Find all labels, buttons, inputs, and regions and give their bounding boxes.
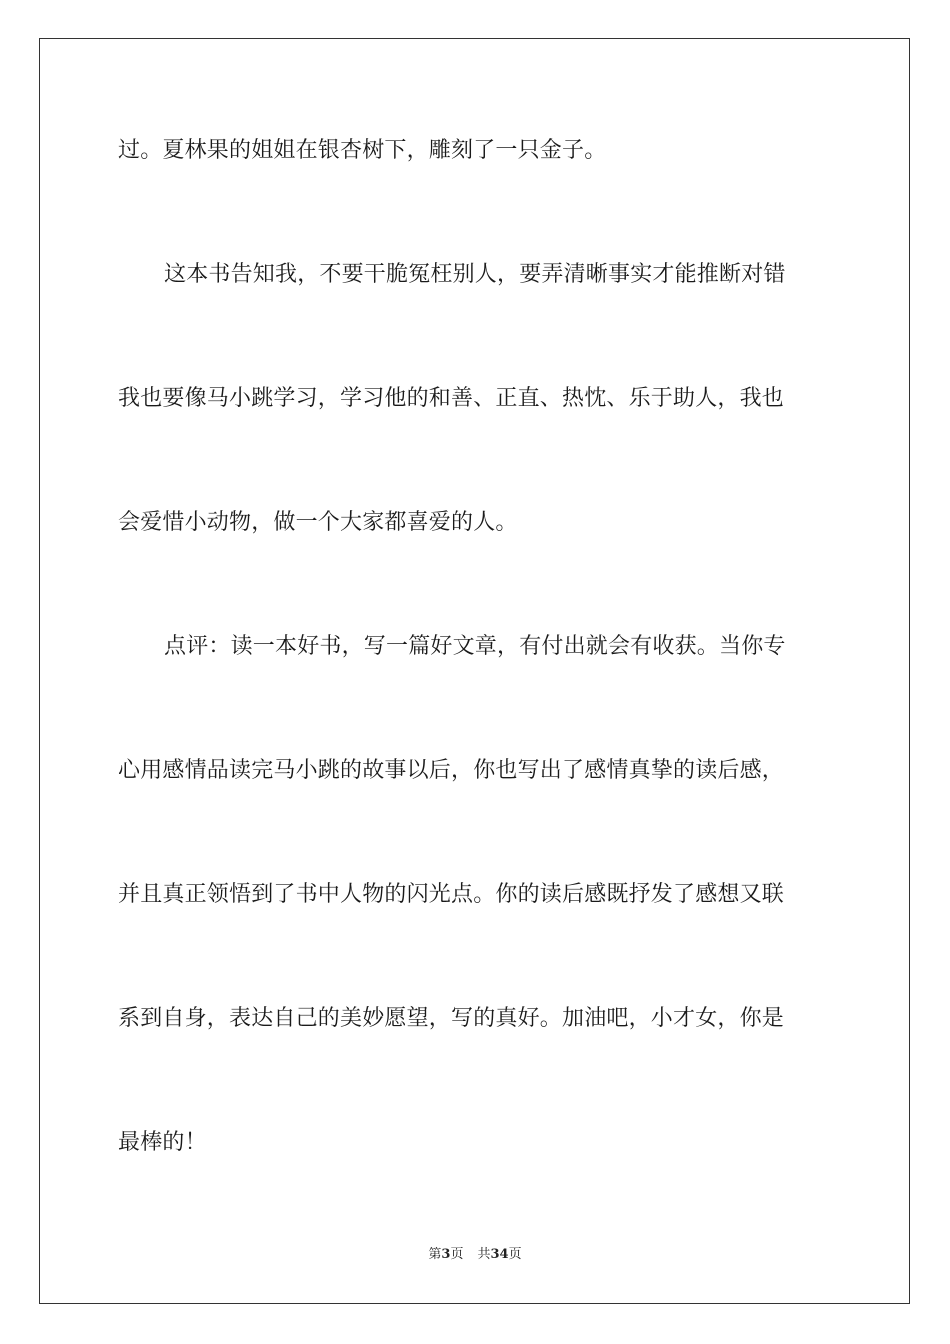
text-line-6: 心用感情品读完马小跳的故事以后，你也写出了感情真挚的读后感， (118, 758, 785, 783)
text-line-3: 我也要像马小跳学习，学习他的和善、正直、热忱、乐于助人，我也 (118, 386, 785, 411)
text-line-7: 并且真正领悟到了书中人物的闪光点。你的读后感既抒发了感想又联 (118, 882, 785, 907)
total-pages: 34 (490, 1247, 509, 1262)
text-line-1: 过。夏林果的姐姐在银杏树下，雕刻了一只金子。 (118, 138, 607, 163)
text-line-8: 系到自身，表达自己的美妙愿望，写的真好。加油吧，小才女，你是 (118, 1006, 785, 1031)
page-number: 3 (441, 1247, 451, 1262)
total-prefix: 共 (477, 1247, 491, 1262)
text-line-5: 点评：读一本好书，写一篇好文章，有付出就会有收获。当你专 (164, 634, 786, 659)
text-line-4: 会爱惜小动物，做一个大家都喜爱的人。 (118, 510, 518, 535)
page-prefix: 第 (428, 1247, 442, 1262)
page-footer (0, 1246, 950, 1264)
text-line-9: 最棒的！ (118, 1130, 207, 1155)
text-line-2: 这本书告知我，不要干脆冤枉别人，要弄清晰事实才能推断对错 (164, 262, 786, 287)
page-suffix: 页 (450, 1247, 464, 1262)
total-suffix: 页 (508, 1247, 522, 1262)
page-border (39, 38, 910, 1304)
